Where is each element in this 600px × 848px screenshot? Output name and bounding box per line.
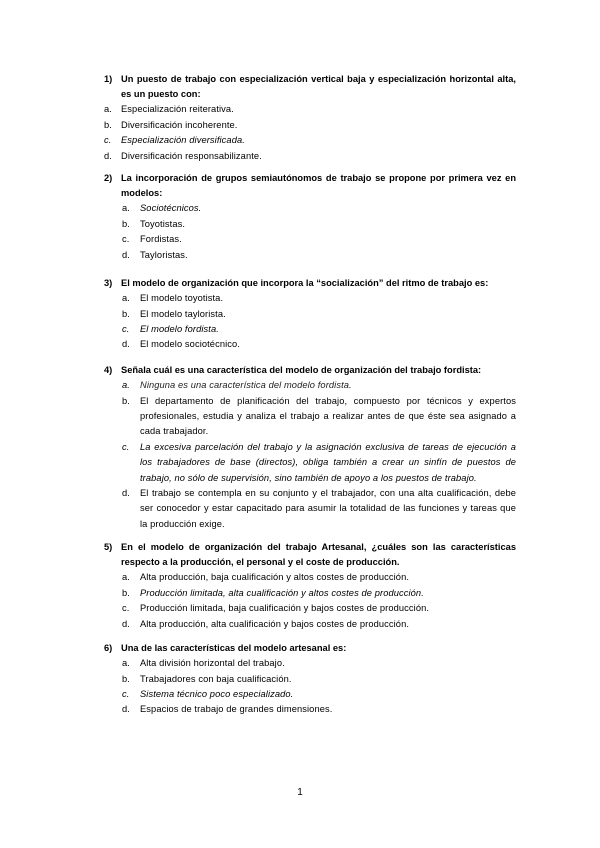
option-letter: d. (122, 618, 130, 629)
option-d (0, 617, 600, 632)
option-letter: d. (104, 150, 112, 161)
question-3 (0, 276, 600, 353)
question-number: 3) (104, 278, 113, 288)
option-letter: d. (122, 249, 130, 260)
question-header (0, 171, 600, 201)
option-text: Producción limitada, baja cualificación y bajos costes de producción. (140, 603, 430, 614)
option-letter: b. (122, 308, 130, 319)
option-letter: b. (122, 587, 130, 598)
option-letter: b. (122, 673, 130, 684)
option-text: Tayloristas. (140, 249, 188, 260)
option-letter: a. (122, 658, 130, 669)
option-a (0, 102, 600, 117)
question-text: La incorporación de grupos semiautónomos de trabajo se propone por primera vez en modelos: (121, 173, 516, 199)
option-d (0, 337, 600, 352)
option-text: Toyotistas. (140, 218, 186, 229)
option-letter: a. (122, 203, 130, 214)
option-letter: d. (122, 704, 130, 715)
option-text: El departamento de planificación del trabajo, compuesto por técnicos y expertos profesionales, estudia y analiza el trabajo a realizar antes de que éste sea asignado a cada trabajador. (140, 395, 516, 437)
question-header (0, 276, 600, 291)
question-text: El modelo de organización que incorpora la “socialización” del ritmo de trabajo es: (121, 278, 489, 288)
question-text: Un puesto de trabajo con especialización vertical baja y especialización horizontal alta, es un puesto con: (121, 74, 516, 100)
option-text: Sistema técnico poco especializado. (140, 689, 294, 700)
option-c (0, 601, 600, 616)
option-d (0, 248, 600, 263)
option-text: El trabajo se contempla en su conjunto y el trabajador, con una alta cualificación, debe ser conocedor y estar capacitado para asumir la totalidad de las funciones y tareas que la producción exige. (140, 488, 516, 529)
option-text: Fordistas. (140, 234, 182, 245)
option-text: El modelo taylorista. (140, 308, 226, 319)
option-d (0, 149, 600, 164)
option-text: Alta producción, baja cualificación y altos costes de producción. (140, 572, 410, 583)
question-6 (0, 641, 600, 718)
option-letter: a. (122, 572, 130, 583)
option-a-correct (0, 378, 600, 393)
question-header (0, 540, 600, 570)
option-a-correct (0, 201, 600, 216)
option-b (0, 217, 600, 232)
option-d (0, 486, 600, 532)
option-text: Especialización diversificada. (121, 135, 245, 146)
question-number: 6) (104, 643, 113, 653)
option-letter: c. (122, 689, 130, 700)
question-text: En el modelo de organización del trabajo Artesanal, ¿cuáles son las características respecto a la producción, el personal y el coste de producción. (121, 542, 516, 568)
option-b-correct (0, 586, 600, 601)
question-number: 1) (104, 74, 113, 84)
question-number: 5) (104, 542, 113, 552)
option-a (0, 570, 600, 585)
option-text: Diversificación responsabilizante. (121, 150, 262, 161)
option-c-correct (0, 687, 600, 702)
option-letter: d. (122, 339, 130, 350)
option-b (0, 672, 600, 687)
option-letter: b. (122, 218, 130, 229)
option-letter: c. (122, 324, 130, 335)
option-c (0, 232, 600, 247)
option-letter: c. (104, 135, 112, 146)
option-text: Trabajadores con baja cualificación. (140, 673, 292, 684)
option-letter: b. (122, 395, 130, 406)
option-text: Espacios de trabajo de grandes dimensiones. (140, 704, 333, 715)
option-b (0, 118, 600, 133)
question-number: 2) (104, 173, 113, 183)
question-1 (0, 72, 600, 164)
option-d (0, 702, 600, 717)
question-5 (0, 540, 600, 632)
question-4 (0, 363, 600, 532)
question-number: 4) (104, 365, 113, 375)
option-b (0, 307, 600, 322)
option-text: Diversificación incoherente. (121, 119, 238, 130)
option-text: Especialización reiterativa. (121, 104, 234, 115)
option-text: Alta división horizontal del trabajo. (140, 658, 285, 669)
option-text: Ninguna es una característica del modelo fordista. (140, 380, 352, 391)
option-c-correct (0, 133, 600, 148)
question-header (0, 641, 600, 656)
question-text: Señala cuál es una característica del modelo de organización del trabajo fordista: (121, 365, 482, 375)
question-text: Una de las características del modelo artesanal es: (121, 643, 347, 653)
option-text: Sociotécnicos. (140, 203, 202, 214)
option-letter: c. (122, 603, 130, 614)
option-text: Producción limitada, alta cualificación y altos costes de producción. (140, 587, 424, 598)
option-c-correct (0, 322, 600, 337)
option-text: El modelo sociotécnico. (140, 339, 240, 350)
option-letter: d. (122, 488, 130, 499)
question-header (0, 363, 600, 378)
option-letter: a. (122, 293, 130, 304)
option-text: La excesiva parcelación del trabajo y la asignación exclusiva de tareas de ejecución a los trabajadores de base (directos), obliga también a crear un sinfín de puestos de trabajo, no sólo de supervisión, sino también de apoyo a los puestos de trabajo. (140, 441, 516, 483)
question-header (0, 72, 600, 102)
option-letter: b. (104, 119, 112, 130)
option-text: Alta producción, alta cualificación y bajos costes de producción. (140, 618, 410, 629)
option-letter: c. (122, 441, 130, 452)
option-text: El modelo fordista. (140, 324, 219, 335)
option-letter: c. (122, 234, 130, 245)
option-letter: a. (122, 380, 130, 391)
option-b (0, 394, 600, 440)
question-2 (0, 171, 600, 263)
page-number: 1 (297, 787, 303, 798)
option-c-bold (0, 440, 600, 486)
option-letter: a. (104, 104, 112, 115)
option-a (0, 291, 600, 306)
option-text: El modelo toyotista. (140, 293, 224, 304)
option-a (0, 656, 600, 671)
